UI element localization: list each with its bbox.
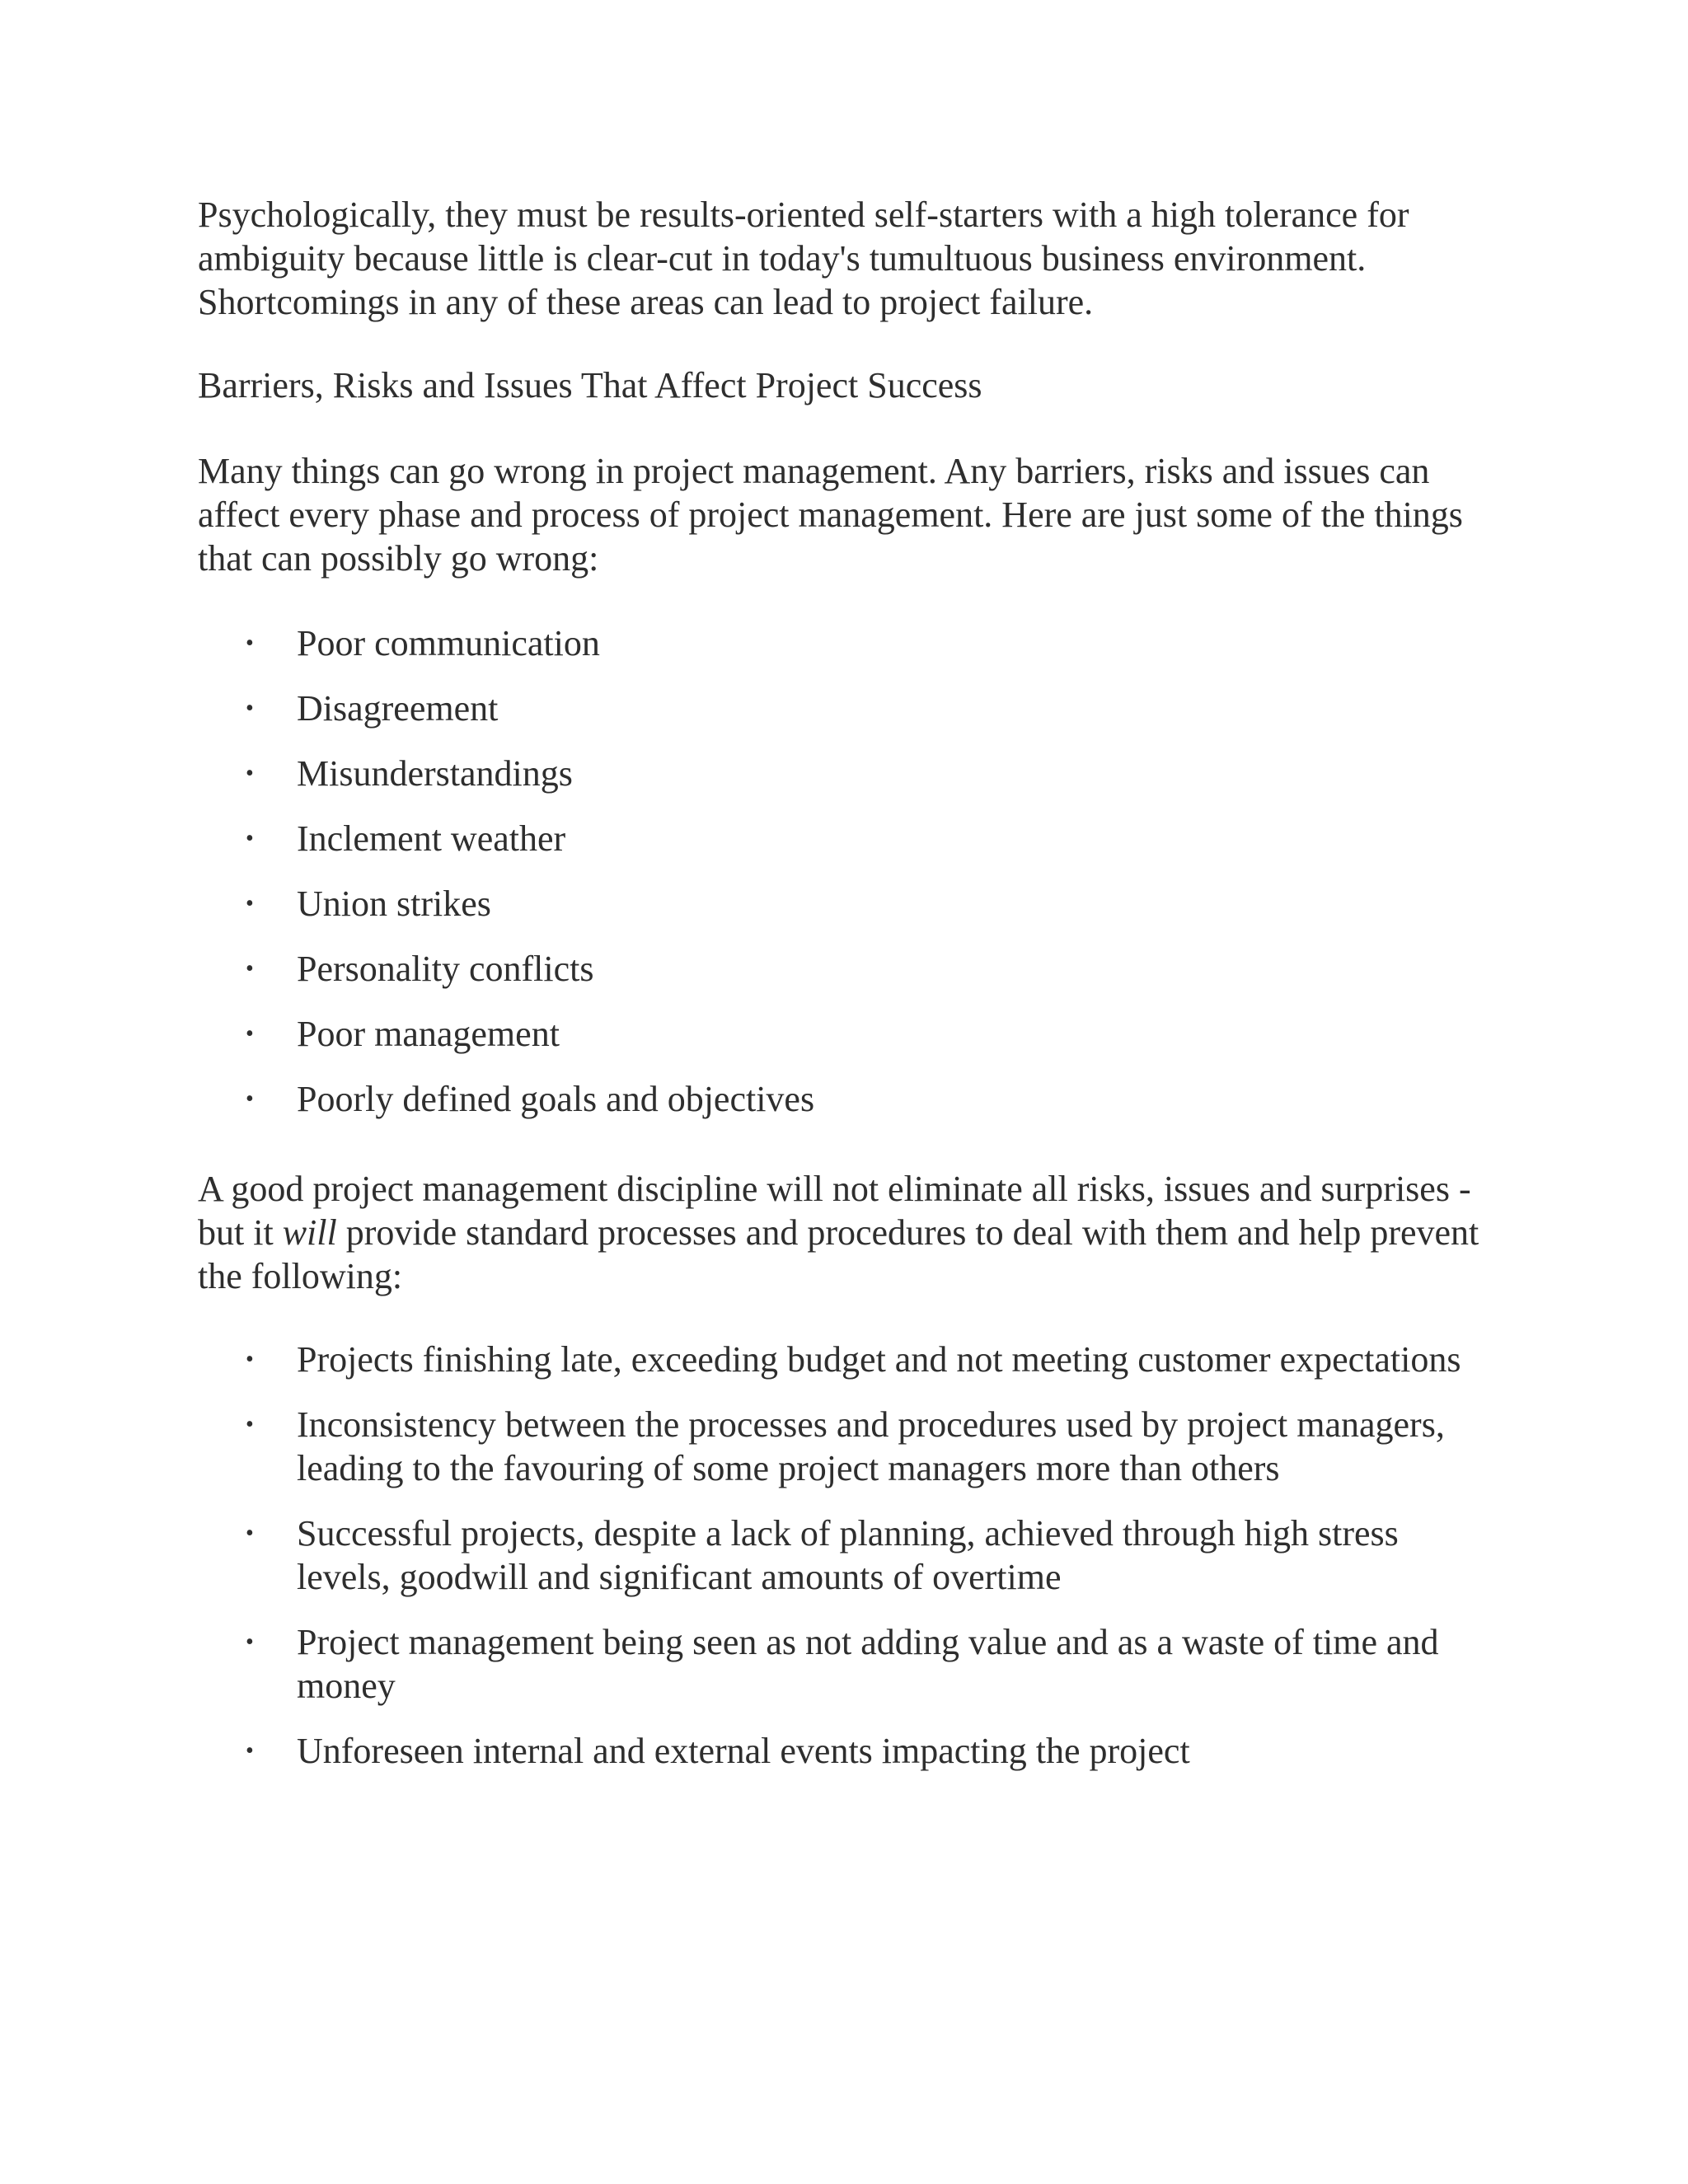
list-item-text: Successful projects, despite a lack of planning, achieved through high stress levels, goodwill and significant amounts of overtime [297, 1513, 1399, 1597]
list-item-text: Misunderstandings [297, 753, 573, 794]
risks-list [198, 621, 1484, 1121]
risks-intro-paragraph: Many things can go wrong in project management. Any barriers, risks and issues can affect every phase and process of project management. Here are just some of the things that can possibly go wrong: [198, 451, 1463, 579]
document-page [198, 193, 1484, 1773]
list-item [198, 1338, 1484, 1381]
list-item [198, 1511, 1484, 1599]
bullet-icon: • [246, 1629, 254, 1655]
list-item [198, 621, 1484, 665]
list-item [198, 1729, 1484, 1773]
list-item [198, 687, 1484, 730]
list-item-text: Personality conflicts [297, 949, 594, 989]
bullet-icon: • [246, 1738, 254, 1764]
bullet-icon: • [246, 1347, 254, 1372]
intro-paragraph: Psychologically, they must be results-oriented self-starters with a high tolerance for ambiguity because little is clear-cut in today's tumultuous business environment. Shortcomings in any of these areas can lead to project failure. [198, 194, 1409, 322]
bullet-icon: • [246, 761, 254, 786]
list-item-text: Unforeseen internal and external events impacting the project [297, 1731, 1190, 1771]
bullet-icon: • [246, 696, 254, 721]
bullet-icon: • [246, 891, 254, 916]
section-heading: Barriers, Risks and Issues That Affect Project Success [198, 365, 982, 405]
bullet-icon: • [246, 1521, 254, 1546]
list-item [198, 1620, 1484, 1708]
discipline-emphasis: will [282, 1212, 337, 1253]
discipline-text-after: provide standard processes and procedures to deal with them and help prevent the following: [198, 1212, 1479, 1296]
discipline-paragraph [198, 1167, 1484, 1298]
bullet-icon: • [246, 826, 254, 851]
list-item [198, 882, 1484, 926]
list-item [198, 752, 1484, 795]
bullet-icon: • [246, 1086, 254, 1112]
list-item-text: Union strikes [297, 883, 491, 924]
prevented-list [198, 1338, 1484, 1773]
list-item-text: Project management being seen as not adding value and as a waste of time and money [297, 1622, 1439, 1706]
list-item-text: Poor communication [297, 623, 600, 663]
bullet-icon: • [246, 956, 254, 982]
list-item [198, 817, 1484, 860]
bullet-icon: • [246, 1021, 254, 1047]
list-item [198, 947, 1484, 991]
bullet-icon: • [246, 1412, 254, 1437]
list-item [198, 1077, 1484, 1121]
list-item-text: Poor management [297, 1014, 560, 1054]
list-item-text: Disagreement [297, 688, 499, 729]
list-item [198, 1012, 1484, 1056]
list-item-text: Poorly defined goals and objectives [297, 1079, 815, 1119]
list-item [198, 1403, 1484, 1490]
list-item-text: Inclement weather [297, 818, 566, 859]
list-item-text: Inconsistency between the processes and procedures used by project managers, leading to the favouring of some project managers more than others [297, 1404, 1445, 1488]
discipline-text-before: A good project management discipline will not eliminate all risks, issues and surprises - but it [198, 1169, 1471, 1253]
bullet-icon: • [246, 630, 254, 656]
list-item-text: Projects finishing late, exceeding budget and not meeting customer expectations [297, 1339, 1461, 1380]
